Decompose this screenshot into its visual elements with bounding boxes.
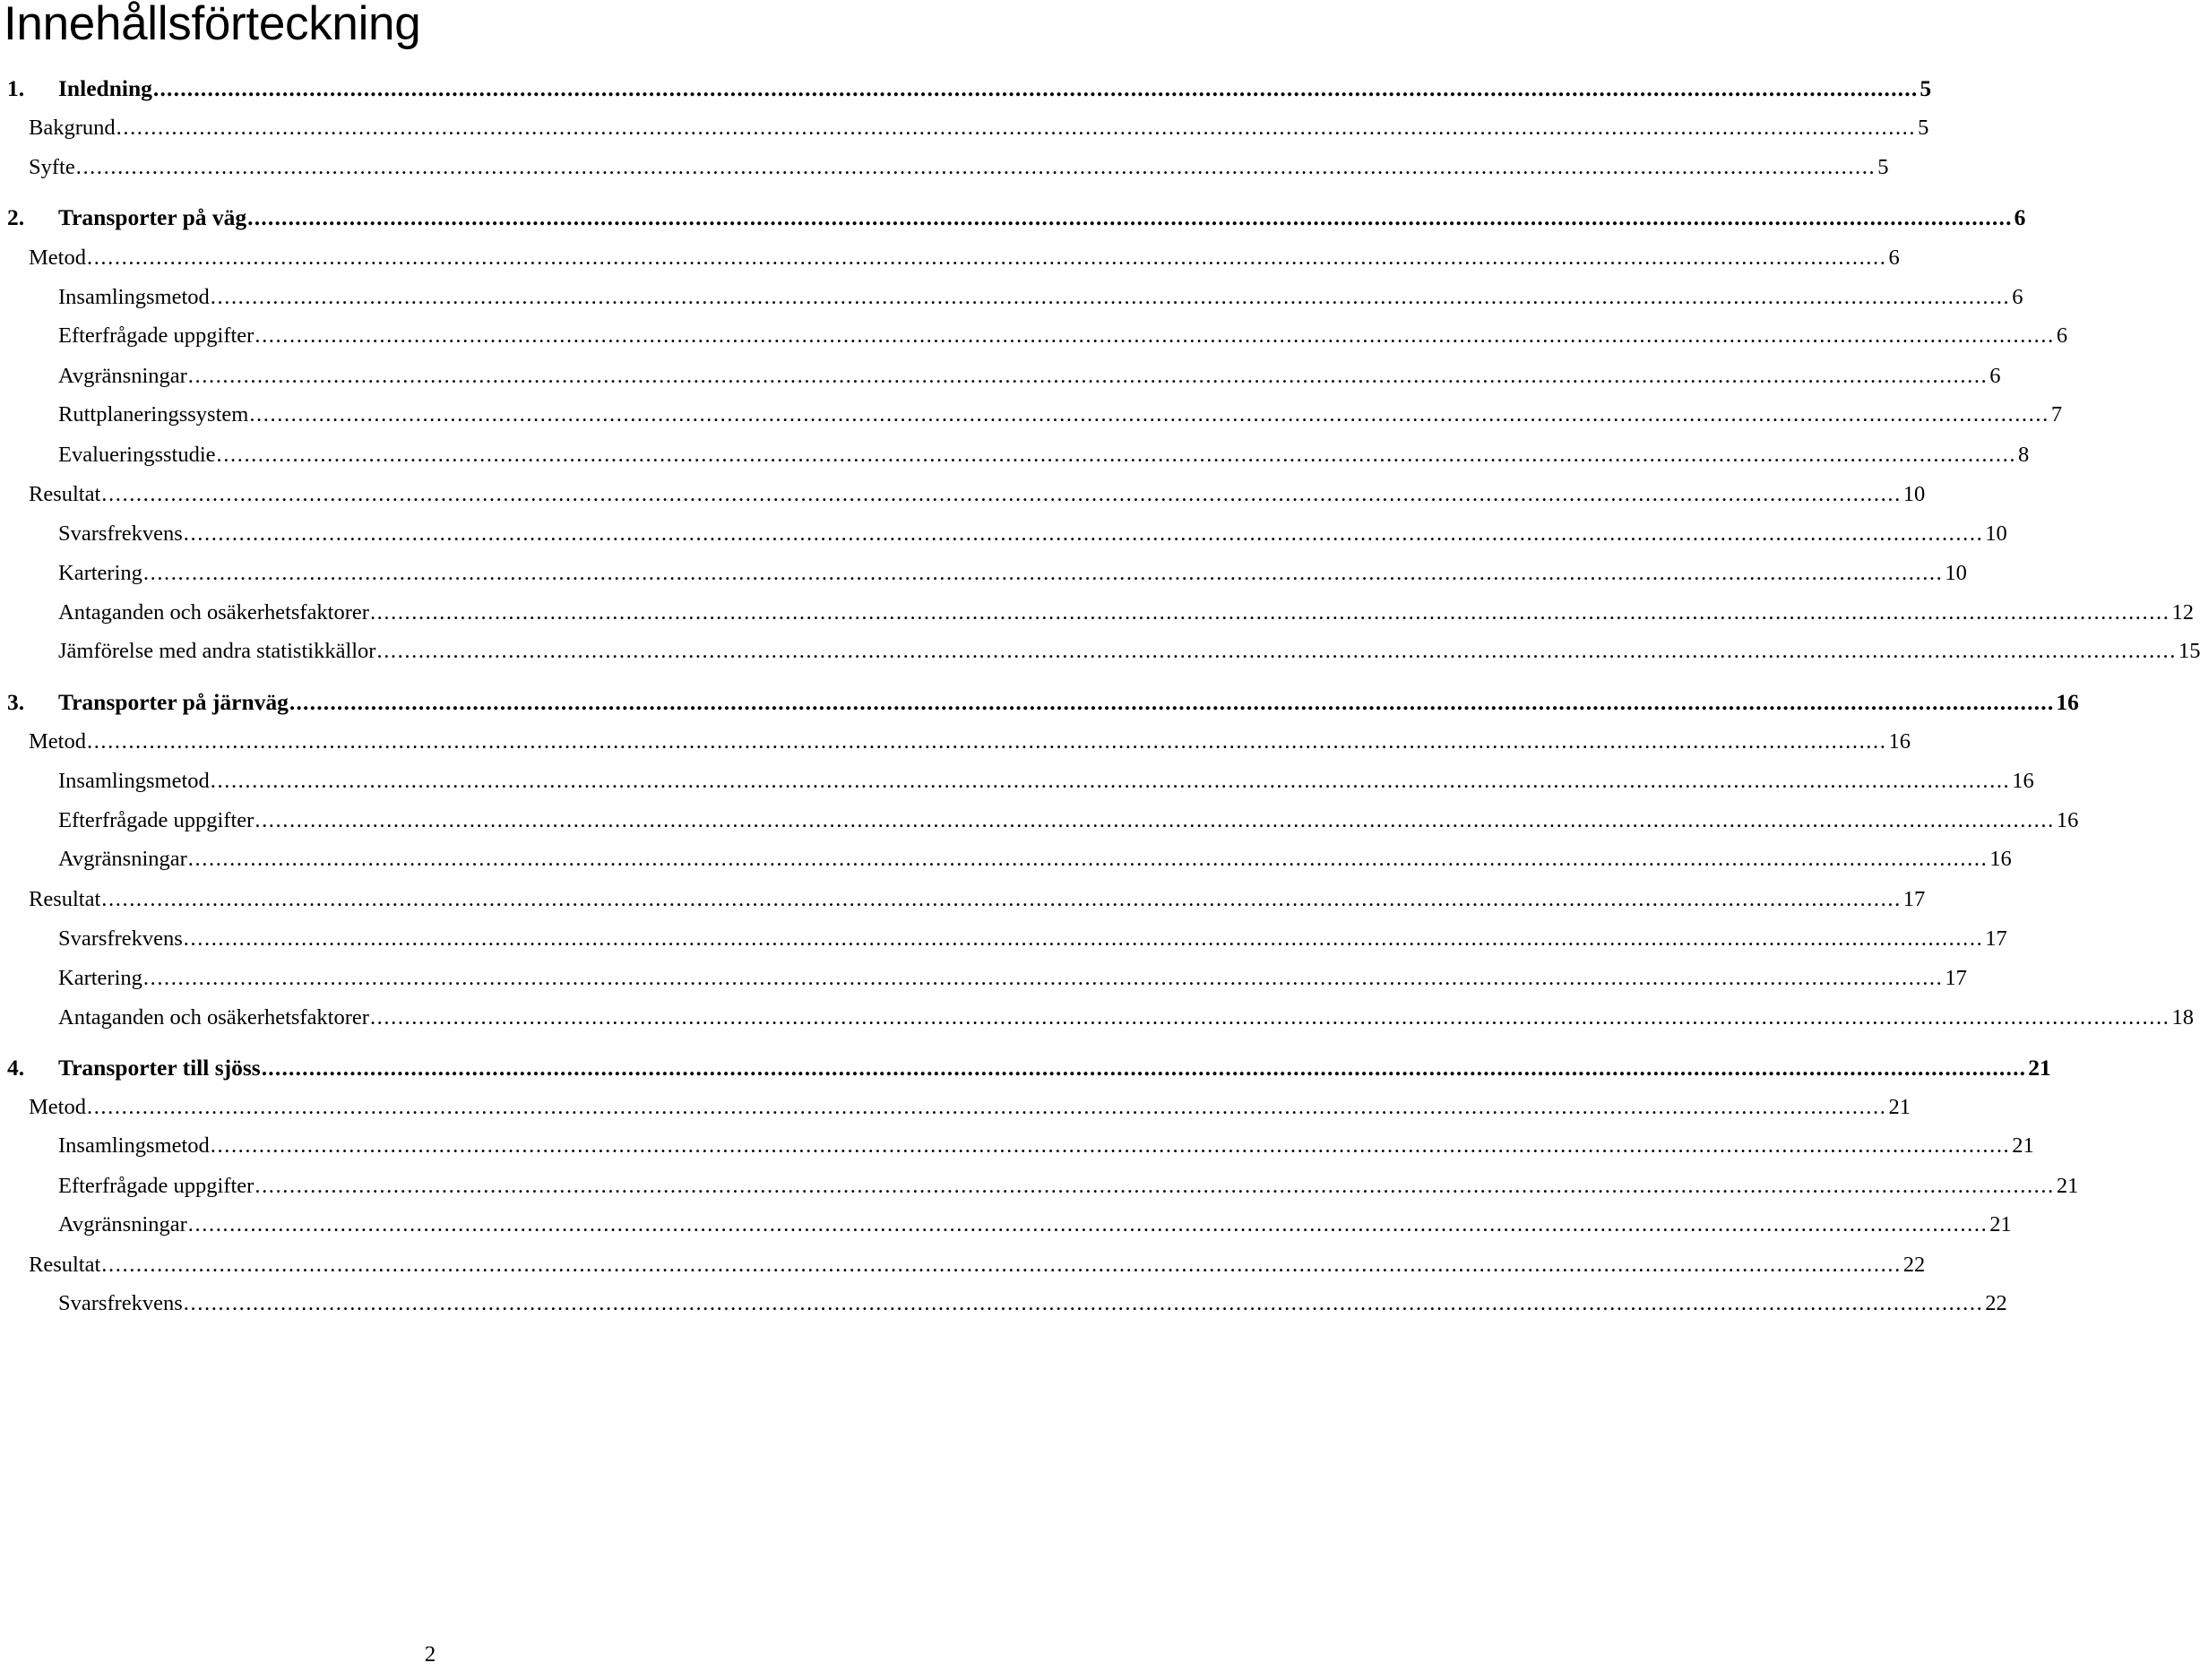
toc-entry-title: Efterfrågade uppgifter (58, 808, 255, 832)
toc-entry-title: Avgränsningar (58, 847, 187, 871)
toc-entry-title: Svarsfrekvens (58, 926, 183, 951)
toc-entry-title: Metod (29, 729, 86, 754)
toc-row[interactable] (0, 202, 2026, 233)
toc-row[interactable] (0, 636, 2200, 667)
toc-entry-title: Insamlingsmetod (58, 1133, 210, 1158)
toc-entry-title: Transporter på väg (58, 204, 247, 230)
toc-entry-title: Antaganden och osäkerhetsfaktorer (58, 1005, 369, 1030)
toc-row[interactable] (0, 113, 1929, 143)
toc-page-number: 21 (1888, 1095, 1911, 1119)
toc-row[interactable] (0, 1210, 2012, 1240)
toc-entry-title: Efterfrågade uppgifter (58, 1174, 255, 1198)
toc-row[interactable] (0, 73, 1932, 104)
toc-dot-leader: .................................................................................................................................................................................................................................................................... (247, 204, 2013, 230)
toc-row[interactable] (0, 243, 1900, 273)
toc-page-number: 17 (1945, 966, 1967, 990)
toc-entry-title: Metod (29, 1095, 86, 1119)
toc-row[interactable] (0, 844, 2012, 874)
toc-entry-title: Insamlingsmetod (58, 769, 210, 793)
toc-entry-title: Transporter på järnväg (58, 689, 289, 715)
toc-page-number: 10 (1985, 521, 2007, 546)
toc-row[interactable] (0, 884, 1926, 915)
toc-page-number: 16 (1888, 729, 1911, 754)
toc-entry-title: Efterfrågade uppgifter (58, 323, 255, 348)
toc-row[interactable] (0, 400, 2063, 430)
toc-entry-title: Evalueringsstudie (58, 443, 216, 467)
toc-row[interactable] (0, 806, 2079, 836)
toc-entry-title: Metod (29, 246, 86, 270)
toc-entry-title: Jämförelse med andra statistikkällor (58, 639, 376, 663)
toc-dot-leader: .................................................................................................................................................................................................................................................................... (116, 116, 1917, 140)
toc-dot-leader: .................................................................................................................................................................................................................................................................... (255, 808, 2055, 832)
toc-page-number: 6 (1888, 246, 1900, 270)
toc-page-number: 15 (2178, 639, 2200, 663)
toc-entry-title: Syfte (29, 155, 75, 179)
toc-entry-title: Resultat (29, 887, 101, 911)
toc-dot-leader: .................................................................................................................................................................................................................................................................... (187, 1212, 1989, 1236)
toc-row[interactable] (0, 1092, 1911, 1123)
toc-page-number: 6 (2014, 204, 2026, 230)
toc-row[interactable] (0, 598, 2194, 628)
toc-dot-leader: .................................................................................................................................................................................................................................................................... (187, 364, 1989, 388)
toc-row[interactable] (0, 963, 1967, 994)
toc-page-number: 16 (2056, 808, 2079, 832)
toc-row[interactable] (0, 1053, 2051, 1083)
toc-page-number: 16 (2056, 689, 2079, 715)
toc-entry-title: Svarsfrekvens (58, 521, 183, 546)
toc-page-number: 8 (2018, 443, 2030, 467)
toc-page-number: 5 (1920, 75, 1932, 101)
page-number: 2 (424, 1642, 436, 1667)
toc-entry-title: Resultat (29, 482, 101, 506)
toc-dot-leader: .................................................................................................................................................................................................................................................................... (249, 402, 2049, 426)
toc-entry-title: Bakgrund (29, 116, 116, 140)
toc-dot-leader: .................................................................................................................................................................................................................................................................... (289, 689, 2055, 715)
toc-section-number: 2. (7, 204, 25, 230)
toc-dot-leader: .................................................................................................................................................................................................................................................................... (255, 1174, 2055, 1198)
toc-row[interactable] (0, 766, 2034, 797)
toc-page-number: 22 (1985, 1291, 2007, 1315)
toc-dot-leader: .................................................................................................................................................................................................................................................................... (255, 323, 2055, 348)
toc-entry-title: Avgränsningar (58, 1212, 187, 1236)
toc-dot-leader: .................................................................................................................................................................................................................................................................... (216, 443, 2017, 467)
toc-row[interactable] (0, 479, 1926, 510)
toc-page-number: 10 (1945, 561, 1967, 585)
toc-row[interactable] (0, 1171, 2079, 1202)
toc-entry-title: Antaganden och osäkerhetsfaktorer (58, 600, 369, 625)
toc-dot-leader: .................................................................................................................................................................................................................................................................... (187, 847, 1989, 871)
toc-dot-leader: .................................................................................................................................................................................................................................................................... (86, 1095, 1887, 1119)
toc-entry-title: Kartering (58, 966, 142, 990)
toc-dot-leader: .................................................................................................................................................................................................................................................................... (369, 600, 2170, 625)
page-title: Innehållsförteckning (4, 0, 421, 50)
toc-entry-title: Ruttplaneringssystem (58, 402, 249, 426)
toc-entry-title: Resultat (29, 1253, 101, 1277)
toc-dot-leader: .................................................................................................................................................................................................................................................................... (210, 285, 2011, 309)
toc-entry-title: Avgränsningar (58, 364, 187, 388)
toc-row[interactable] (0, 321, 2068, 351)
toc-row[interactable] (0, 1003, 2194, 1033)
toc-row[interactable] (0, 1288, 2007, 1319)
toc-page-number: 6 (2056, 323, 2068, 348)
toc-page-number: 21 (2028, 1055, 2051, 1081)
toc-page-number: 18 (2171, 1005, 2194, 1030)
toc-entry-title: Insamlingsmetod (58, 285, 210, 309)
toc-row[interactable] (0, 152, 1889, 183)
toc-entry-title: Inledning (58, 75, 152, 101)
toc-page-number: 22 (1902, 1253, 1926, 1277)
toc-page-number: 12 (2171, 600, 2194, 625)
toc-dot-leader: .................................................................................................................................................................................................................................................................... (261, 1055, 2027, 1081)
toc-row[interactable] (0, 440, 2030, 470)
toc-page-number: 21 (1989, 1212, 2012, 1236)
toc-row[interactable] (0, 361, 2001, 392)
toc-dot-leader: .................................................................................................................................................................................................................................................................... (86, 729, 1887, 754)
toc-dot-leader: .................................................................................................................................................................................................................................................................... (210, 1133, 2011, 1158)
toc-row[interactable] (0, 924, 2007, 954)
toc-dot-leader: .................................................................................................................................................................................................................................................................... (142, 966, 1944, 990)
toc-row[interactable] (0, 727, 1911, 757)
toc-dot-leader: .................................................................................................................................................................................................................................................................... (142, 561, 1944, 585)
toc-page-number: 16 (2012, 769, 2034, 793)
toc-page-number: 16 (1989, 847, 2012, 871)
toc-page-number: 21 (2056, 1174, 2079, 1198)
toc-page-number: 17 (1902, 887, 1926, 911)
toc-dot-leader: .................................................................................................................................................................................................................................................................... (75, 155, 1876, 179)
toc-page-number: 5 (1918, 116, 1929, 140)
toc-dot-leader: .................................................................................................................................................................................................................................................................... (183, 1291, 1984, 1315)
toc-section-number: 4. (7, 1055, 25, 1081)
toc-section-number: 1. (7, 75, 25, 101)
toc-dot-leader: .................................................................................................................................................................................................................................................................... (210, 769, 2011, 793)
toc-entry-title: Kartering (58, 561, 142, 585)
toc-page-number: 5 (1877, 155, 1889, 179)
toc-page-number: 6 (1989, 364, 2001, 388)
toc-row[interactable] (0, 558, 1967, 589)
toc-page-number: 17 (1985, 926, 2007, 951)
toc-row[interactable] (0, 282, 2023, 313)
toc-page-number: 10 (1902, 482, 1926, 506)
toc-row[interactable] (0, 519, 2007, 549)
toc-dot-leader: .................................................................................................................................................................................................................................................................... (101, 1253, 1902, 1277)
toc-entry-title: Transporter till sjöss (58, 1055, 261, 1081)
toc-row[interactable] (0, 1250, 1926, 1280)
toc-entry-title: Svarsfrekvens (58, 1291, 183, 1315)
toc-page-number: 7 (2050, 402, 2063, 426)
toc-dot-leader: .................................................................................................................................................................................................................................................................... (183, 926, 1984, 951)
toc-page-number: 21 (2012, 1133, 2034, 1158)
toc-dot-leader: .................................................................................................................................................................................................................................................................... (152, 75, 1919, 101)
toc-section-number: 3. (7, 689, 25, 715)
toc-dot-leader: .................................................................................................................................................................................................................................................................... (369, 1005, 2170, 1030)
toc-row[interactable] (0, 687, 2079, 718)
toc-page-number: 6 (2012, 285, 2023, 309)
toc-dot-leader: .................................................................................................................................................................................................................................................................... (183, 521, 1984, 546)
toc-dot-leader: .................................................................................................................................................................................................................................................................... (376, 639, 2177, 663)
toc-row[interactable] (0, 1131, 2034, 1161)
toc-dot-leader: .................................................................................................................................................................................................................................................................... (101, 482, 1902, 506)
toc-dot-leader: .................................................................................................................................................................................................................................................................... (101, 887, 1902, 911)
toc-dot-leader: .................................................................................................................................................................................................................................................................... (86, 246, 1887, 270)
